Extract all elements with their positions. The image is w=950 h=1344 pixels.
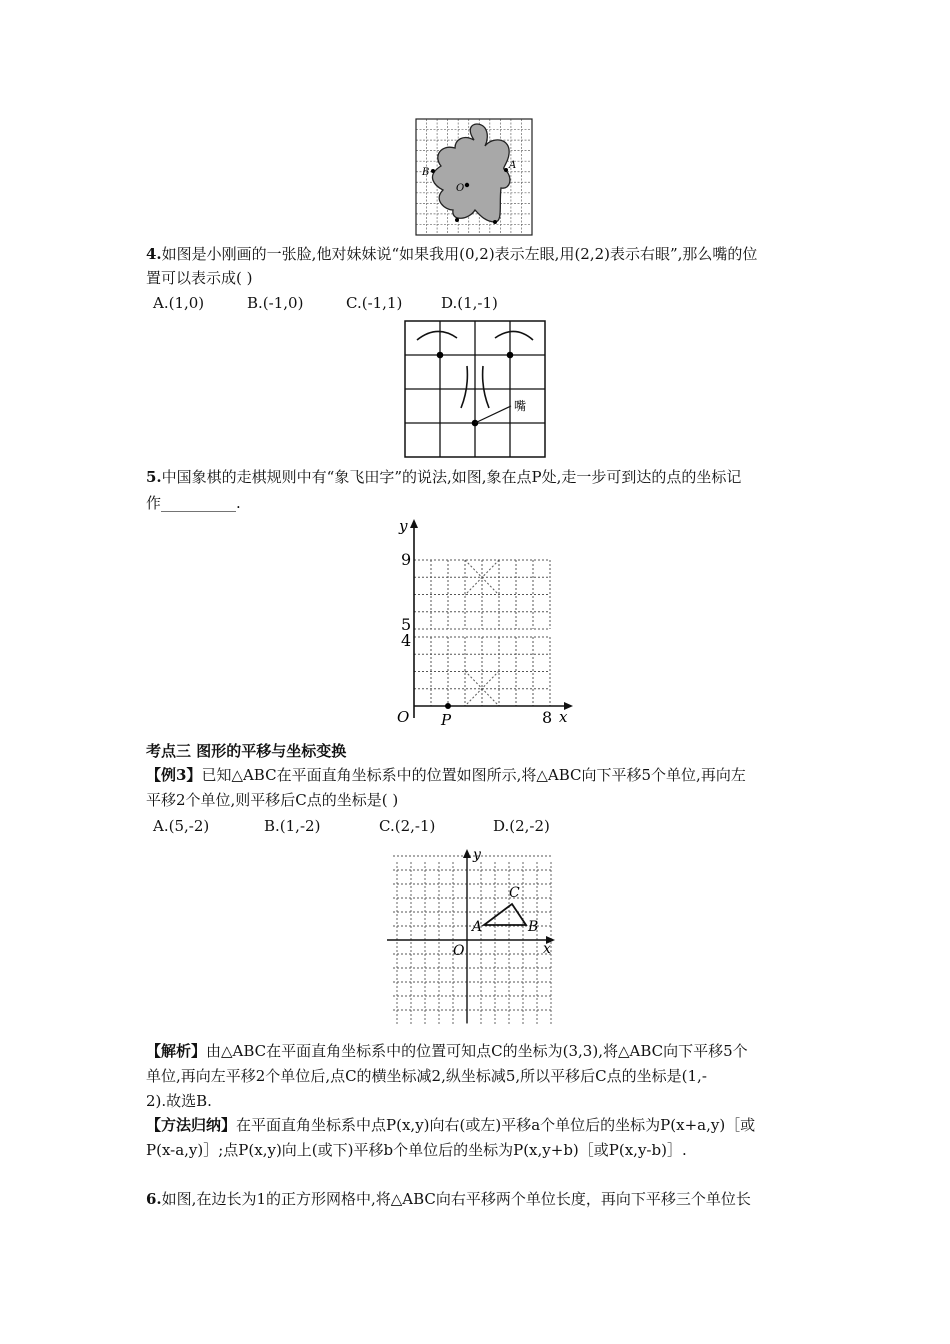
- analysis-text-1: 由△ABC在平面直角坐标系中的位置可知点C的坐标为(3,3),将△ABC向下平移5个: [206, 1042, 748, 1060]
- analysis-line2: 单位,再向左平移2个单位后,点C的横坐标减2,纵坐标减5,所以平移后C点的坐标是(1,-: [146, 1067, 707, 1085]
- q6-line1: [146, 1186, 751, 1212]
- flower-label-b: B: [422, 167, 430, 178]
- tri-label-a: A: [472, 919, 483, 935]
- q5-line2: 作__________.: [146, 494, 241, 512]
- triangle-abc: [484, 904, 526, 925]
- triangle-coordinate-figure: [383, 845, 563, 1025]
- q4-line2: 置可以表示成( ): [146, 269, 253, 287]
- tri-axis-y: y: [473, 847, 481, 863]
- right-eye: [507, 352, 514, 359]
- left-eye: [437, 352, 444, 359]
- method-line2: P(x-a,y)］;点P(x,y)向上(或下)平移b个单位后的坐标为P(x,y+b)［或P(x,y-b)］.: [146, 1141, 687, 1159]
- tri-axis-x: x: [543, 941, 551, 957]
- mouth-label: 嘴: [514, 399, 527, 413]
- q6-number: 6.: [146, 1190, 162, 1208]
- q4-line1: [146, 241, 757, 267]
- q4-option-a: A.(1,0): [153, 294, 205, 312]
- flower-label-a: A: [509, 160, 517, 171]
- q6-text-1: 如图,在边长为1的正方形网格中,将△ABC向右平移两个单位长度，再向下平移三个单位长: [161, 1190, 751, 1208]
- example3-text-1: 已知△ABC在平面直角坐标系中的位置如图所示,将△ABC向下平移5个单位,再向左: [201, 766, 746, 784]
- example3-option-c: C.(2,-1): [379, 817, 436, 835]
- q4-number: 4.: [146, 245, 162, 263]
- flower-label-o: O: [456, 183, 465, 194]
- chess-origin: O: [397, 708, 410, 726]
- chess-point-p-label: P: [441, 711, 452, 729]
- example3-option-a: A.(5,-2): [153, 817, 210, 835]
- tri-label-b: B: [528, 919, 539, 935]
- section3-heading: 考点三 图形的平移与坐标变换: [146, 742, 347, 760]
- left-eyebrow: [417, 331, 457, 340]
- q5-number: 5.: [146, 468, 162, 486]
- face-figure: [403, 318, 549, 460]
- chess-axis-y: y: [399, 517, 408, 535]
- example3-option-d: D.(2,-2): [493, 817, 550, 835]
- chess-tick-4: 4: [401, 631, 412, 650]
- method-line1: [146, 1112, 755, 1138]
- analysis-tag: 【解析】: [146, 1042, 207, 1060]
- q4-option-c: C.(-1,1): [346, 294, 403, 312]
- tri-label-c: C: [509, 885, 520, 901]
- chess-axis-x: x: [559, 708, 568, 726]
- q4-text-1: 如图是小刚画的一张脸,他对妹妹说“如果我用(0,2)表示左眼,用(2,2)表示右眼”,那么嘴的位: [161, 245, 758, 263]
- point-p: [445, 703, 451, 709]
- q5-text-1: 中国象棋的走棋规则中有“象飞田字”的说法,如图,象在点P处,走一步可到达的点的坐标记: [161, 468, 742, 486]
- example3-line2: 平移2个单位,则平移后C点的坐标是( ): [146, 791, 399, 809]
- q4-option-b: B.(-1,0): [247, 294, 304, 312]
- example3-tag: 【例3】: [146, 766, 202, 784]
- chess-tick-9: 9: [401, 550, 412, 569]
- method-tag: 【方法归纳】: [146, 1116, 237, 1134]
- flower-shape: [432, 124, 509, 222]
- flower-figure: [415, 118, 533, 236]
- right-eyebrow: [495, 331, 533, 340]
- analysis-line3: 2).故选B.: [146, 1092, 212, 1110]
- chess-coordinate-figure: [383, 515, 583, 730]
- chess-tick-5: 5: [401, 615, 412, 634]
- method-text-1: 在平面直角坐标系中点P(x,y)向右(或左)平移a个单位后的坐标为P(x+a,y)［或: [236, 1116, 756, 1134]
- analysis-line1: [146, 1038, 748, 1064]
- tri-origin: O: [453, 943, 465, 959]
- example3-line1: [146, 762, 746, 788]
- q5-line1: [146, 464, 741, 490]
- chess-tick-8: 8: [542, 708, 553, 727]
- q4-option-d: D.(1,-1): [441, 294, 498, 312]
- example3-option-b: B.(1,-2): [264, 817, 321, 835]
